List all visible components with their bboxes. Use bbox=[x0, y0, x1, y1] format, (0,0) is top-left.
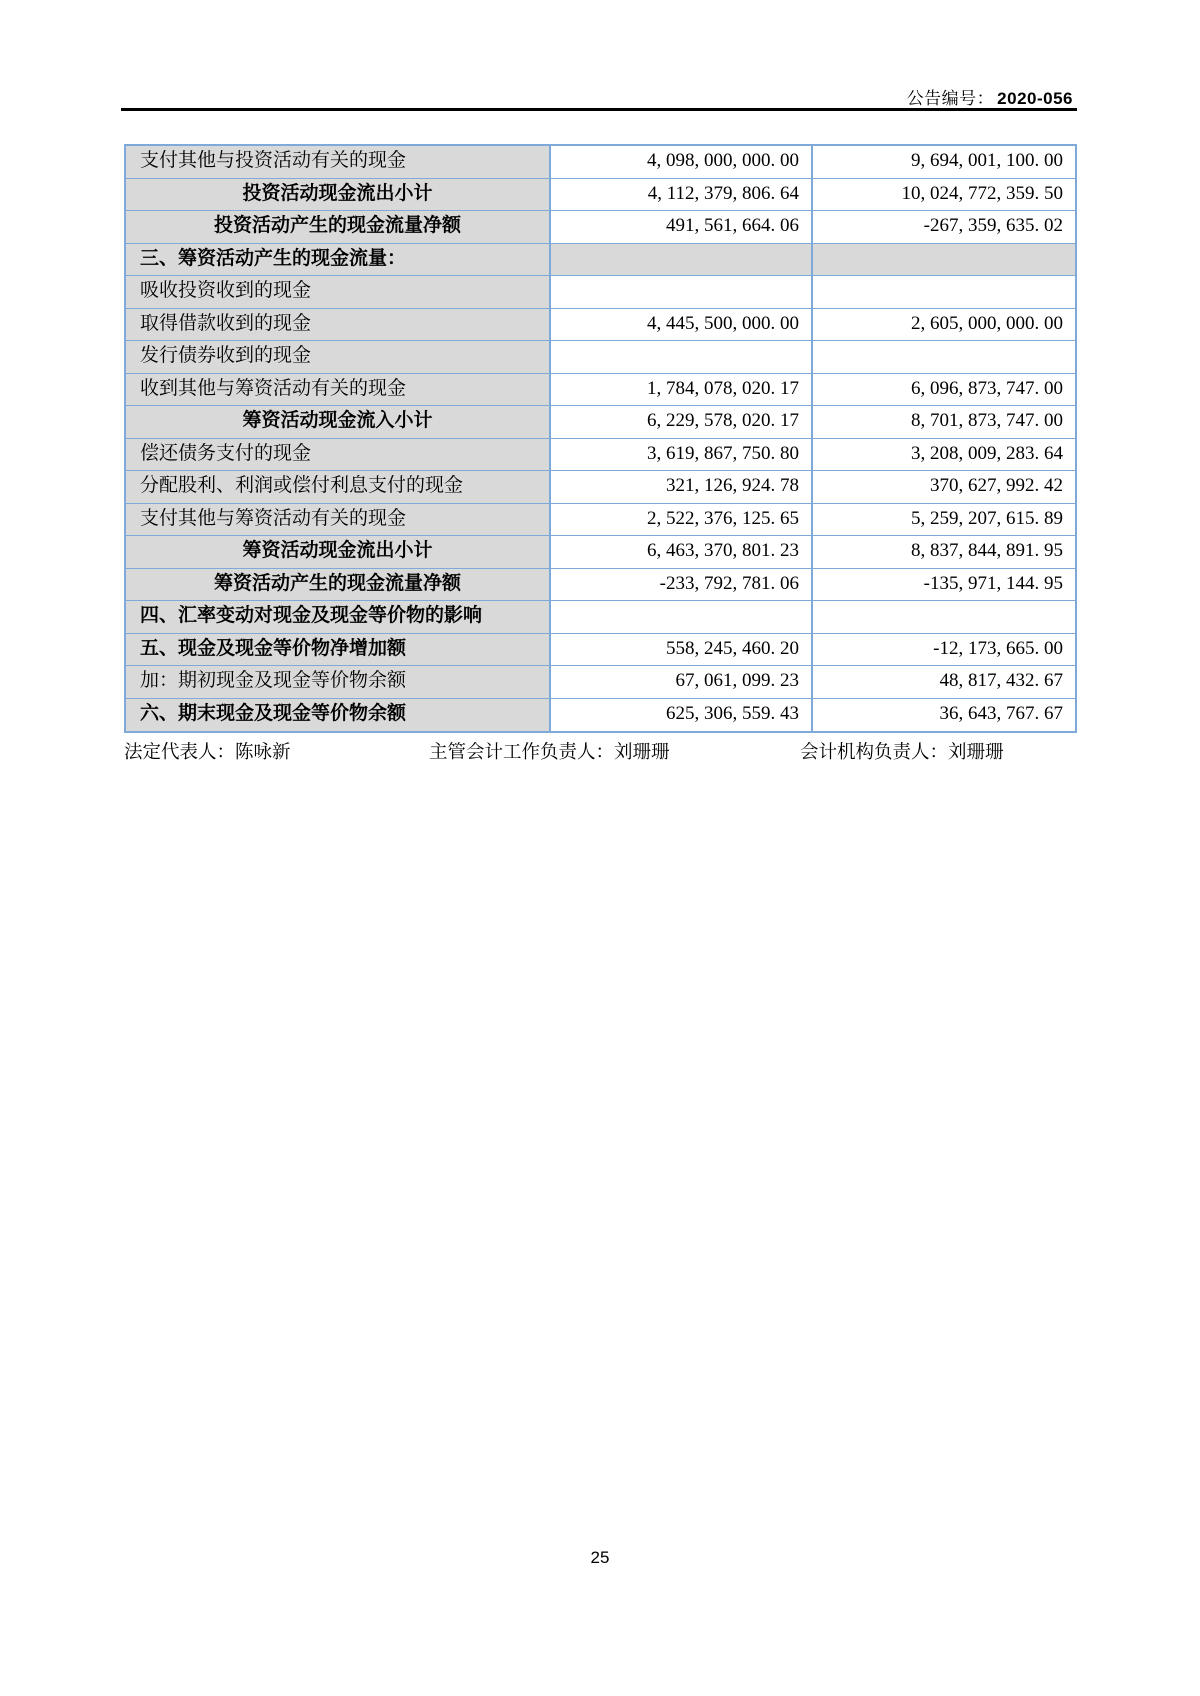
item-label-cell: 三、筹资活动产生的现金流量： bbox=[126, 244, 551, 277]
table-row bbox=[126, 439, 1075, 472]
item-label-cell: 加：期初现金及现金等价物余额 bbox=[126, 666, 551, 699]
table-row bbox=[126, 309, 1075, 342]
cash-flow-table bbox=[124, 144, 1077, 733]
item-label-cell: 支付其他与投资活动有关的现金 bbox=[126, 146, 551, 179]
prior-period-value-cell: 8, 837, 844, 891. 95 bbox=[813, 536, 1075, 569]
item-label-cell: 收到其他与筹资活动有关的现金 bbox=[126, 374, 551, 407]
prior-period-value-cell: 3, 208, 009, 283. 64 bbox=[813, 439, 1075, 472]
table-row bbox=[126, 471, 1075, 504]
current-period-value-cell: 67, 061, 099. 23 bbox=[551, 666, 813, 699]
prior-period-value-cell: 10, 024, 772, 359. 50 bbox=[813, 179, 1075, 212]
table-row bbox=[126, 504, 1075, 537]
page-number: 25 bbox=[590, 1548, 610, 1567]
current-period-value-cell: 4, 445, 500, 000. 00 bbox=[551, 309, 813, 342]
table-row bbox=[126, 211, 1075, 244]
current-period-value-cell: 6, 463, 370, 801. 23 bbox=[551, 536, 813, 569]
prior-period-value-cell bbox=[813, 276, 1075, 309]
item-label-cell: 分配股利、利润或偿付利息支付的现金 bbox=[126, 471, 551, 504]
item-label-cell: 六、期末现金及现金等价物余额 bbox=[126, 699, 551, 732]
table-row bbox=[126, 406, 1075, 439]
table-row bbox=[126, 244, 1075, 277]
item-label-cell: 筹资活动现金流出小计 bbox=[126, 536, 551, 569]
current-period-value-cell: 1, 784, 078, 020. 17 bbox=[551, 374, 813, 407]
current-period-value-cell: 2, 522, 376, 125. 65 bbox=[551, 504, 813, 537]
table-row bbox=[126, 536, 1075, 569]
item-label-cell: 吸收投资收到的现金 bbox=[126, 276, 551, 309]
item-label-cell: 四、汇率变动对现金及现金等价物的影响 bbox=[126, 601, 551, 634]
chief-accountant-signature: 主管会计工作负责人：刘珊珊 bbox=[429, 743, 670, 763]
table-row bbox=[126, 699, 1075, 732]
item-label-cell: 投资活动现金流出小计 bbox=[126, 179, 551, 212]
item-label-cell: 筹资活动现金流入小计 bbox=[126, 406, 551, 439]
prior-period-value-cell bbox=[813, 601, 1075, 634]
announcement-value: 2020-056 bbox=[997, 89, 1073, 108]
current-period-value-cell: 558, 245, 460. 20 bbox=[551, 634, 813, 667]
legal-representative-signature: 法定代表人：陈咏新 bbox=[124, 743, 291, 763]
current-period-value-cell: 625, 306, 559. 43 bbox=[551, 699, 813, 732]
prior-period-value-cell: -135, 971, 144. 95 bbox=[813, 569, 1075, 602]
prior-period-value-cell bbox=[813, 341, 1075, 374]
table-row bbox=[126, 276, 1075, 309]
prior-period-value-cell: 9, 694, 001, 100. 00 bbox=[813, 146, 1075, 179]
item-label-cell: 投资活动产生的现金流量净额 bbox=[126, 211, 551, 244]
table-row bbox=[126, 179, 1075, 212]
prior-period-value-cell: 36, 643, 767. 67 bbox=[813, 699, 1075, 732]
announcement-label: 公告编号： bbox=[906, 89, 995, 108]
current-period-value-cell: 3, 619, 867, 750. 80 bbox=[551, 439, 813, 472]
table-row bbox=[126, 601, 1075, 634]
item-label-cell: 筹资活动产生的现金流量净额 bbox=[126, 569, 551, 602]
prior-period-value-cell: 370, 627, 992. 42 bbox=[813, 471, 1075, 504]
prior-period-value-cell: 5, 259, 207, 615. 89 bbox=[813, 504, 1075, 537]
table-row bbox=[126, 634, 1075, 667]
current-period-value-cell: -233, 792, 781. 06 bbox=[551, 569, 813, 602]
item-label-cell: 五、现金及现金等价物净增加额 bbox=[126, 634, 551, 667]
table-row bbox=[126, 374, 1075, 407]
current-period-value-cell: 491, 561, 664. 06 bbox=[551, 211, 813, 244]
current-period-value-cell: 4, 098, 000, 000. 00 bbox=[551, 146, 813, 179]
table-row bbox=[126, 146, 1075, 179]
item-label-cell: 取得借款收到的现金 bbox=[126, 309, 551, 342]
prior-period-value-cell: 8, 701, 873, 747. 00 bbox=[813, 406, 1075, 439]
item-label-cell: 支付其他与筹资活动有关的现金 bbox=[126, 504, 551, 537]
table-row bbox=[126, 341, 1075, 374]
item-label-cell: 发行债券收到的现金 bbox=[126, 341, 551, 374]
item-label-cell: 偿还债务支付的现金 bbox=[126, 439, 551, 472]
current-period-value-cell: 4, 112, 379, 806. 64 bbox=[551, 179, 813, 212]
announcement-number bbox=[907, 84, 1073, 109]
prior-period-value-cell: 2, 605, 000, 000. 00 bbox=[813, 309, 1075, 342]
table-row bbox=[126, 569, 1075, 602]
current-period-value-cell: 321, 126, 924. 78 bbox=[551, 471, 813, 504]
current-period-value-cell bbox=[551, 601, 813, 634]
prior-period-value-cell: -12, 173, 665. 00 bbox=[813, 634, 1075, 667]
current-period-value-cell bbox=[551, 244, 813, 277]
prior-period-value-cell bbox=[813, 244, 1075, 277]
current-period-value-cell bbox=[551, 341, 813, 374]
prior-period-value-cell: 6, 096, 873, 747. 00 bbox=[813, 374, 1075, 407]
prior-period-value-cell: -267, 359, 635. 02 bbox=[813, 211, 1075, 244]
current-period-value-cell bbox=[551, 276, 813, 309]
current-period-value-cell: 6, 229, 578, 020. 17 bbox=[551, 406, 813, 439]
header-rule bbox=[121, 108, 1077, 111]
accounting-org-signature: 会计机构负责人：刘珊珊 bbox=[800, 743, 1004, 763]
prior-period-value-cell: 48, 817, 432. 67 bbox=[813, 666, 1075, 699]
table-row bbox=[126, 666, 1075, 699]
